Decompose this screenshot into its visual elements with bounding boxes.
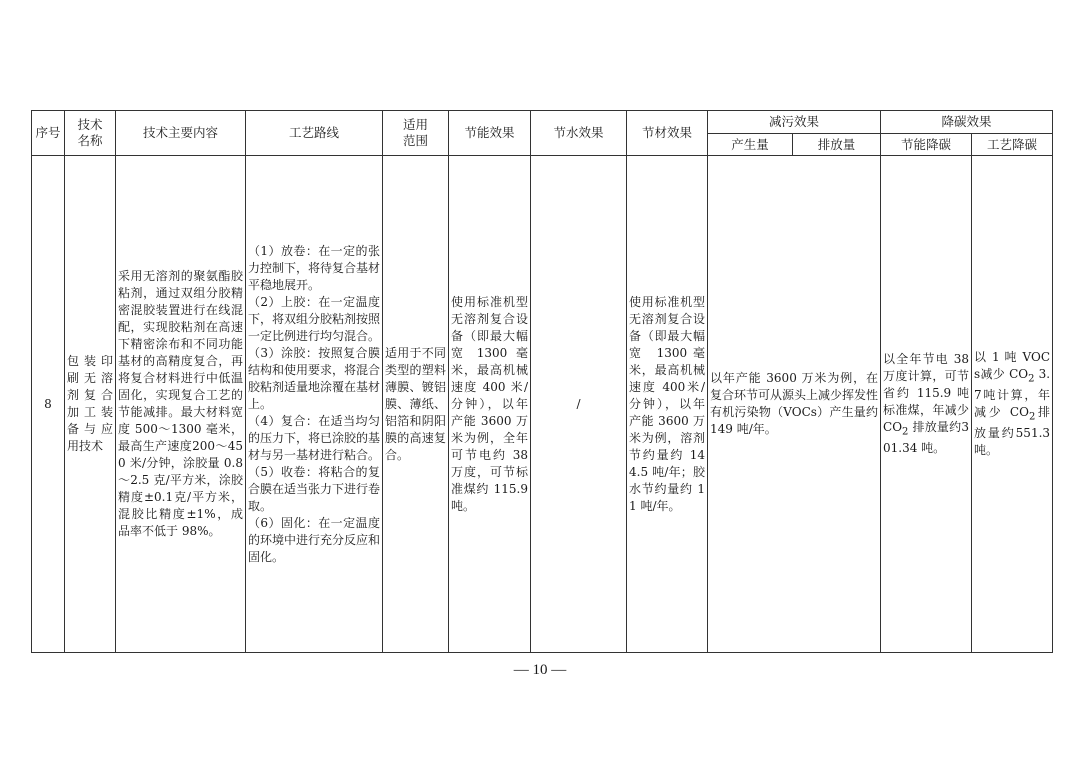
header-process-route: 工艺路线 bbox=[246, 111, 383, 156]
co2-subscript: 2 bbox=[1028, 373, 1035, 384]
technology-table bbox=[31, 110, 1053, 653]
co2-subscript: 2 bbox=[902, 426, 909, 438]
carbon-energy-text-a: 以全年节电 38万度计算，可节省约 115.9 吨标准煤，年减少CO bbox=[883, 351, 970, 434]
header-carbon-process: 工艺降碳 bbox=[972, 134, 1053, 156]
header-carbon-energy: 节能降碳 bbox=[881, 134, 972, 156]
header-row-1 bbox=[32, 111, 1053, 134]
cell-main-content: 采用无溶剂的聚氨酯胶粘剂，通过双组分胶精密混胶装置进行在线混配，实现胶粘剂在高速下精密涂布和不同功能基材的高精度复合，再将复合材料进行中低温固化，实现复合工艺的节能减排。最大材料宽度 500～1300 毫米，最高生产速度200～450 米/分钟，涂胶量 0.8～2.5 克/平方米，涂胶精度±0.1克/平方米，混胶比精度±1%，成品率不低于 98%。 bbox=[116, 156, 246, 653]
cell-carbon-process bbox=[972, 156, 1053, 653]
cell-tech-name: 包装印刷无溶剂复合加工装备与应用技术 bbox=[65, 156, 116, 653]
carbon-process-text-c: 排放量约551.3吨。 bbox=[974, 405, 1051, 458]
header-energy-saving: 节能效果 bbox=[449, 111, 531, 156]
header-seq: 序号 bbox=[32, 111, 65, 156]
cell-seq: 8 bbox=[32, 156, 65, 653]
header-water-saving: 节水效果 bbox=[531, 111, 627, 156]
carbon-process-text-b: 3.7吨计算，年减少 CO bbox=[974, 366, 1051, 419]
table-row bbox=[32, 156, 1053, 653]
header-pollution-generated: 产生量 bbox=[708, 134, 793, 156]
header-scope: 适用 范围 bbox=[383, 111, 449, 156]
header-main-content: 技术主要内容 bbox=[116, 111, 246, 156]
cell-scope: 适用于不同类型的塑料薄膜、镀铝膜、薄纸、铝箔和阴阳膜的高速复合。 bbox=[383, 156, 449, 653]
cell-water-saving: / bbox=[531, 156, 627, 653]
page-number: — 10 — bbox=[513, 662, 567, 678]
cell-material-saving: 使用标准机型无溶剂复合设备（即最大幅宽 1300毫米，最高机械速度 400米/分钟），以年产能 3600 万米为例，溶剂节约量约 144.5 吨/年；胶水节约量约 11 吨/年。 bbox=[627, 156, 708, 653]
header-carbon-reduction: 降碳效果 bbox=[881, 111, 1053, 134]
header-pollution-reduction: 减污效果 bbox=[708, 111, 881, 134]
carbon-process-text-a: 以 1 吨 VOCs减少 CO bbox=[974, 349, 1051, 381]
cell-process-route: （1）放卷：在一定的张力控制下，将待复合基材平稳地展开。 （2）上胶：在一定温度下，将双组分胶粘剂按照一定比例进行均匀混合。 （3）涂胶：按照复合膜结构和使用要求，将混合胶粘剂适量地涂覆在基材上。 （4）复合：在适当均匀的压力下，将已涂胶的基材与另一基材进行粘合。 （5）收卷：将粘合的复合膜在适当张力下进行卷取。 （6）固化：在一定温度的环境中进行充分反应和固化。 bbox=[246, 156, 383, 653]
co2-subscript: 2 bbox=[1028, 411, 1036, 423]
header-pollution-emitted: 排放量 bbox=[793, 134, 881, 156]
cell-energy-saving: 使用标准机型无溶剂复合设备（即最大幅宽 1300 毫米，最高机械速度 400 米/分钟），以年产能 3600 万米为例，全年可节电约 38万度，可节标准煤约 115.9吨。 bbox=[449, 156, 531, 653]
cell-pollution-reduction: 以年产能 3600 万米为例，在复合环节可从源头上减少挥发性有机污染物（VOCs）产生量约 149 吨/年。 bbox=[708, 156, 881, 653]
cell-carbon-energy bbox=[881, 156, 972, 653]
header-material-saving: 节材效果 bbox=[627, 111, 708, 156]
header-tech-name: 技术 名称 bbox=[65, 111, 116, 156]
carbon-energy-text-b: 排放量约301.34 吨。 bbox=[883, 419, 970, 456]
